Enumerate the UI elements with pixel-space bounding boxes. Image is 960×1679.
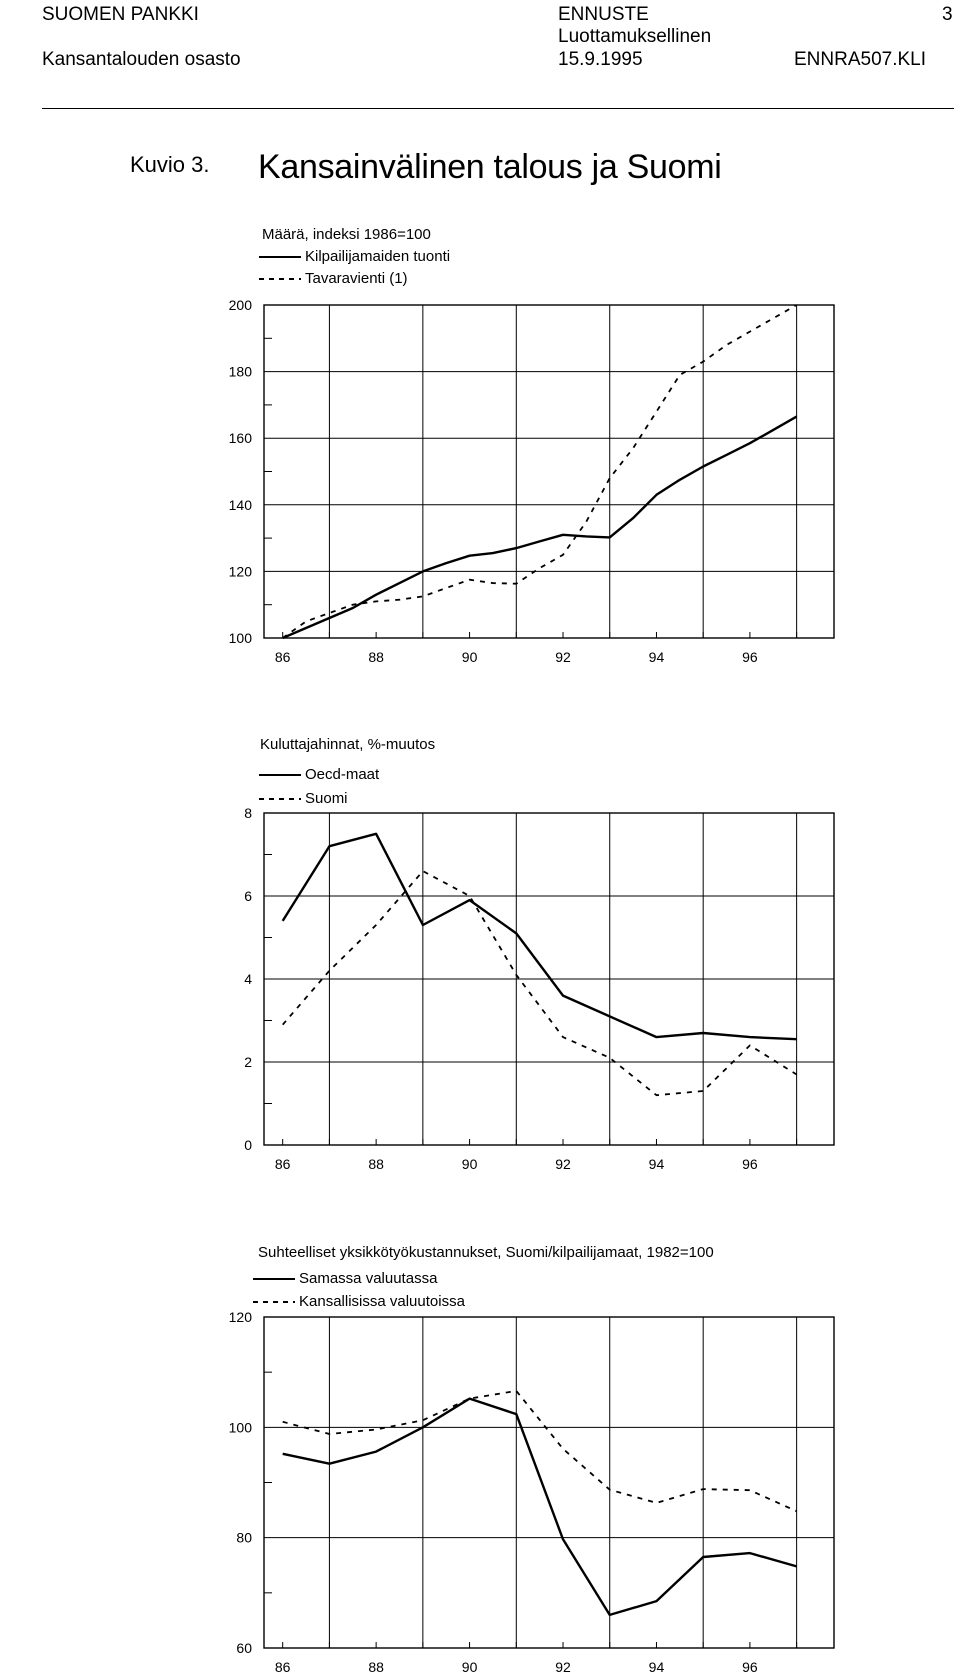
chart-3-x-tick-label: 90 (461, 1659, 478, 1675)
chart-2-legend-solid-label: Oecd-maat (305, 766, 380, 783)
chart-1-x-tick-label: 94 (648, 649, 665, 665)
chart-2-y-tick-label: 2 (244, 1054, 252, 1070)
chart-1-x-tick-label: 86 (274, 649, 291, 665)
chart-1-series-solid (283, 417, 797, 638)
chart-1-x-tick-label: 90 (461, 649, 478, 665)
chart-2-y-tick-label: 4 (244, 971, 252, 987)
chart-3-x-tick-label: 94 (648, 1659, 665, 1675)
chart-3-title: Suhteelliset yksikkötyökustannukset, Suomi/kilpailijamaat, 1982=100 (258, 1244, 714, 1261)
chart-3-series-dashed (283, 1391, 797, 1511)
chart-1-legend-solid-label: Kilpailijamaiden tuonti (305, 248, 451, 265)
chart-3-legend-solid-label: Samassa valuutassa (299, 1270, 438, 1287)
chart-3-y-tick-label: 60 (236, 1640, 252, 1656)
chart-3-x-tick-label: 96 (742, 1659, 758, 1675)
header-page-number: 3 (942, 4, 953, 25)
chart-1-legend-dashed-label: Tavaravienti (1) (305, 270, 408, 287)
chart-1-y-tick-label: 100 (228, 630, 252, 646)
chart-1-frame (264, 305, 834, 638)
chart-1-y-tick-label: 180 (228, 363, 252, 380)
chart-1-series-dashed (283, 305, 797, 638)
header-date: 15.9.1995 (558, 49, 643, 70)
chart-1-y-tick-label: 120 (228, 563, 252, 580)
chart-1-x-tick-label: 92 (555, 649, 571, 665)
header-doc-code: ENNRA507.KLI (794, 49, 927, 70)
chart-1-y-tick-label: 140 (228, 496, 252, 513)
chart-2-x-tick-label: 86 (274, 1156, 291, 1172)
header-doc-type: ENNUSTE (558, 4, 649, 25)
figure-label: Kuvio 3. (130, 152, 210, 177)
chart-2-x-tick-label: 92 (555, 1156, 571, 1172)
chart-3-x-tick-label: 92 (555, 1659, 571, 1675)
figure-title: Kansainvälinen talous ja Suomi (258, 148, 722, 186)
header-classification: Luottamuksellinen (558, 26, 712, 47)
chart-2-x-tick-label: 96 (742, 1156, 758, 1172)
chart-1-y-tick-label: 160 (228, 430, 252, 447)
chart-2-y-tick-label: 0 (244, 1137, 252, 1153)
chart-2-title: Kuluttajahinnat, %-muutos (260, 736, 436, 753)
header-org: SUOMEN PANKKI (42, 4, 199, 25)
chart-1-x-tick-label: 96 (742, 649, 758, 665)
chart-2-x-tick-label: 88 (368, 1156, 384, 1172)
chart-2-y-tick-label: 8 (244, 805, 252, 821)
chart-2-legend-dashed-label: Suomi (305, 790, 348, 807)
chart-1-title: Määrä, indeksi 1986=100 (262, 226, 431, 243)
chart-1-y-tick-label: 200 (228, 297, 252, 313)
chart-3-y-tick-label: 120 (228, 1309, 252, 1325)
chart-1-x-tick-label: 88 (368, 649, 384, 665)
chart-3-x-tick-label: 88 (368, 1659, 384, 1675)
chart-2-x-tick-label: 90 (461, 1156, 478, 1172)
chart-3-legend-dashed-label: Kansallisissa valuutoissa (299, 1293, 465, 1310)
header-dept: Kansantalouden osasto (42, 49, 241, 70)
chart-3-y-tick-label: 100 (228, 1419, 252, 1436)
chart-2-y-tick-label: 6 (244, 888, 252, 904)
chart-3-y-tick-label: 80 (236, 1529, 252, 1546)
chart-2-series-solid (283, 834, 797, 1039)
chart-3-frame (264, 1317, 834, 1648)
chart-3-x-tick-label: 86 (274, 1659, 291, 1675)
chart-2-x-tick-label: 94 (648, 1156, 665, 1172)
